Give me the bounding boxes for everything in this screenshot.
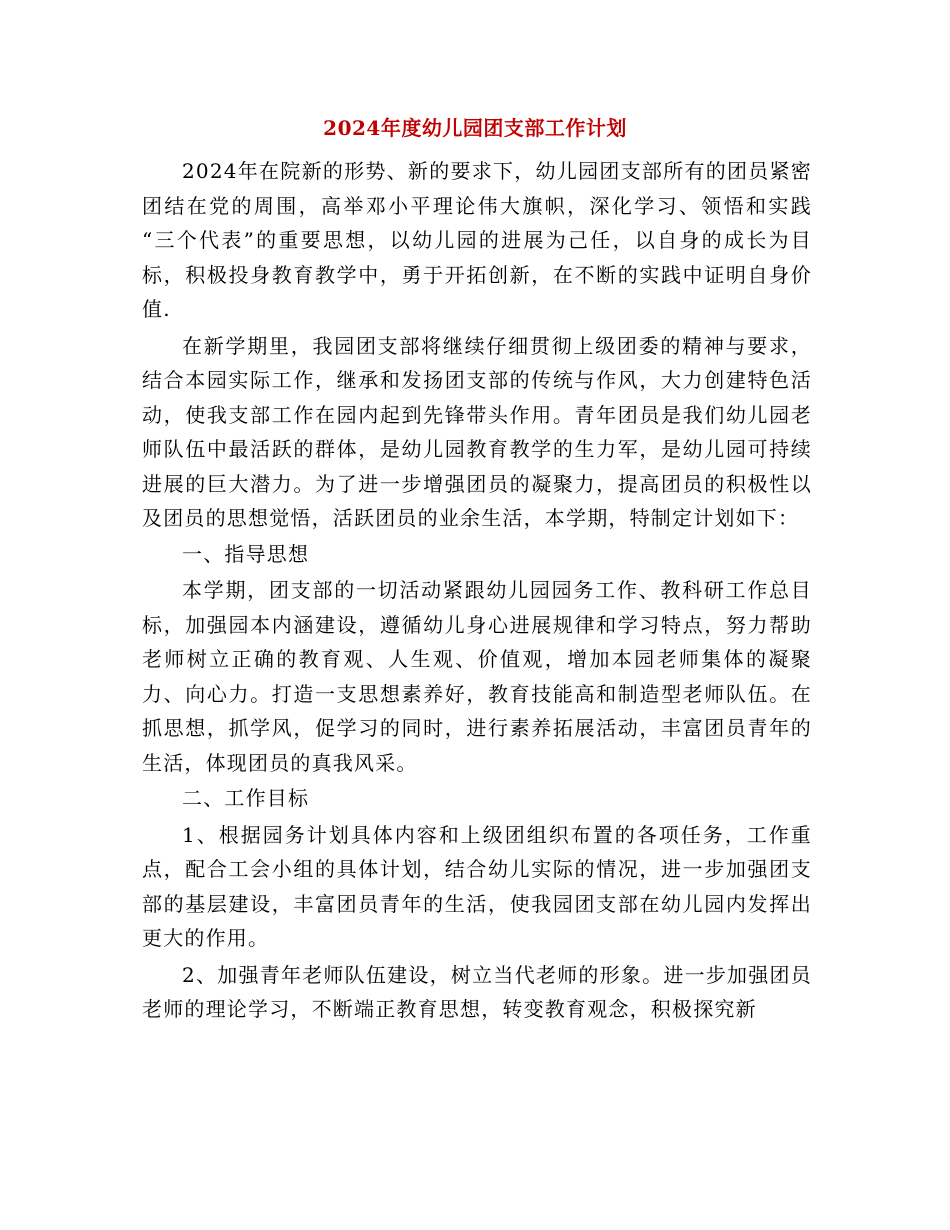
paragraph-goal-1: 1、根据园务计划具体内容和上级团组织布置的各项任务，工作重点，配合工会小组的具体计划，结合幼儿实际的情况，进一步加强团支部的基层建设，丰富团员青年的生活，使我园团支部在幼儿园内发挥出更大的作用。: [142, 822, 812, 950]
document-title: 2024年度幼儿园团支部工作计划: [323, 116, 627, 140]
section-heading-work-goals: 二、工作目标: [182, 786, 310, 810]
paragraph-intro: 2024年在院新的形势、新的要求下，幼儿园团支部所有的团员紧密团结在党的周围，高举邓小平理论伟大旗帜，深化学习、领悟和实践 “三个代表”的重要思想，以幼儿园的进展为己任，以自身的成长为目标，积极投身教育教学中，勇于开拓创新，在不断的实践中证明自身价值.: [142, 159, 812, 321]
paragraph-new-semester: 在新学期里，我园团支部将继续仔细贯彻上级团委的精神与要求，结合本园实际工作，继承和发扬团支部的传统与作风，大力创建特色活动，使我支部工作在园内起到先锋带头作用。青年团员是我们幼儿园老师队伍中最活跃的群体，是幼儿园教育教学的生力军，是幼儿园可持续进展的巨大潜力。为了进一步增强团员的凝聚力，提高团员的积极性以及团员的思想觉悟，活跃团员的业余生活，本学期，特制定计划如下：: [142, 333, 812, 530]
document-body: [142, 154, 812, 1027]
section-heading-guiding-thought: 一、指导思想: [182, 541, 310, 566]
paragraph-goal-2: 2、加强青年老师队伍建设，树立当代老师的形象。进一步加强团员老师的理论学习，不断端正教育思想，转变教育观念，积极探究新: [142, 962, 812, 1021]
paragraph-guiding-thought: 本学期，团支部的一切活动紧跟幼儿园园务工作、教科研工作总目标，加强园本内涵建设，遵循幼儿身心进展规律和学习特点，努力帮助老师树立正确的教育观、人生观、价值观，增加本园老师集体的凝聚力、向心力。打造一支思想素养好，教育技能高和制造型老师队伍。在抓思想，抓学风，促学习的同时，进行素养拓展活动，丰富团员青年的生活，体现团员的真我风采。: [142, 578, 812, 775]
